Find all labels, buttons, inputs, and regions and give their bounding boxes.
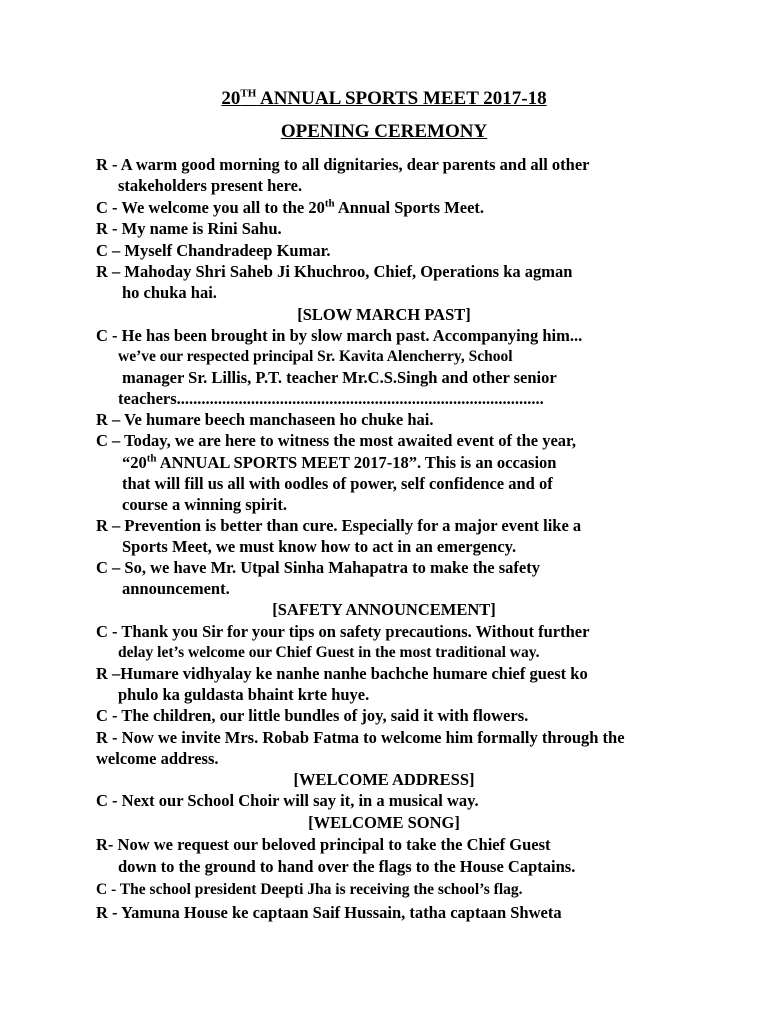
script-line: ho chuka hai. [122,283,217,302]
script-line: Sports Meet, we must know how to act in an emergency. [122,537,517,556]
title-superscript: TH [240,87,257,100]
script-line: R - A warm good morning to all dignitaries, dear parents and all other [96,155,590,174]
script-line: R –Humare vidhyalay ke nanhe nanhe bachche humare chief guest ko [96,664,588,683]
script-line: C – Today, we are here to witness the most awaited event of the year, [96,431,576,450]
script-line: R - Yamuna House ke captaan Saif Hussain, tatha captaan Shweta [96,903,562,922]
script-line: R- Now we request our beloved principal to take the Chief Guest [96,835,551,854]
stage-direction: [WELCOME SONG] [308,813,460,832]
script-line: R – Mahoday Shri Saheb Ji Khuchroo, Chief, Operations ka agman [96,262,573,281]
script-line: C - Thank you Sir for your tips on safety precautions. Without further [96,622,590,641]
script-line: C - We welcome you all to the 20th Annual Sports Meet. [96,197,485,217]
script-line: R - My name is Rini Sahu. [96,219,282,238]
script-line: C - Next our School Choir will say it, in a musical way. [96,791,479,810]
script-line: course a winning spirit. [122,495,288,514]
script-line: delay let’s welcome our Chief Guest in the most traditional way. [118,644,540,661]
script-line: stakeholders present here. [118,176,303,195]
script-line: down to the ground to hand over the flags to the House Captains. [118,857,576,876]
script-line: R – Ve humare beech manchaseen ho chuke hai. [96,410,434,429]
script-line: welcome address. [96,749,219,768]
script-line: C – Myself Chandradeep Kumar. [96,241,331,260]
document-subtitle: OPENING CEREMONY [280,121,488,142]
stage-direction: [SAFETY ANNOUNCEMENT] [272,600,496,619]
script-line: teachers......................................................................................... [118,389,544,408]
stage-direction: [WELCOME ADDRESS] [293,770,475,789]
stage-direction: [SLOW MARCH PAST] [297,305,471,324]
script-line: “20th ANNUAL SPORTS MEET 2017-18”. This is an occasion [122,452,557,472]
script-line: C - The school president Deepti Jha is receiving the school’s flag. [96,881,523,898]
script-line: C - He has been brought in by slow march past. Accompanying him... [96,326,583,345]
script-line: C – So, we have Mr. Utpal Sinha Mahapatra to make the safety [96,558,540,577]
script-line: announcement. [122,579,230,598]
script-line: R - Now we invite Mrs. Robab Fatma to welcome him formally through the [96,728,625,747]
script-line: phulo ka guldasta bhaint krte huye. [118,685,370,704]
script-line: that will fill us all with oodles of power, self confidence and of [122,474,553,493]
script-line: R – Prevention is better than cure. Especially for a major event like a [96,516,582,535]
script-line: C - The children, our little bundles of joy, said it with flowers. [96,706,529,725]
document-title: 20TH ANNUAL SPORTS MEET 2017-18 [221,87,547,109]
script-line: we’ve our respected principal Sr. Kavita Alencherry, School [118,348,513,365]
script-line: manager Sr. Lillis, P.T. teacher Mr.C.S.Singh and other senior [122,368,557,387]
